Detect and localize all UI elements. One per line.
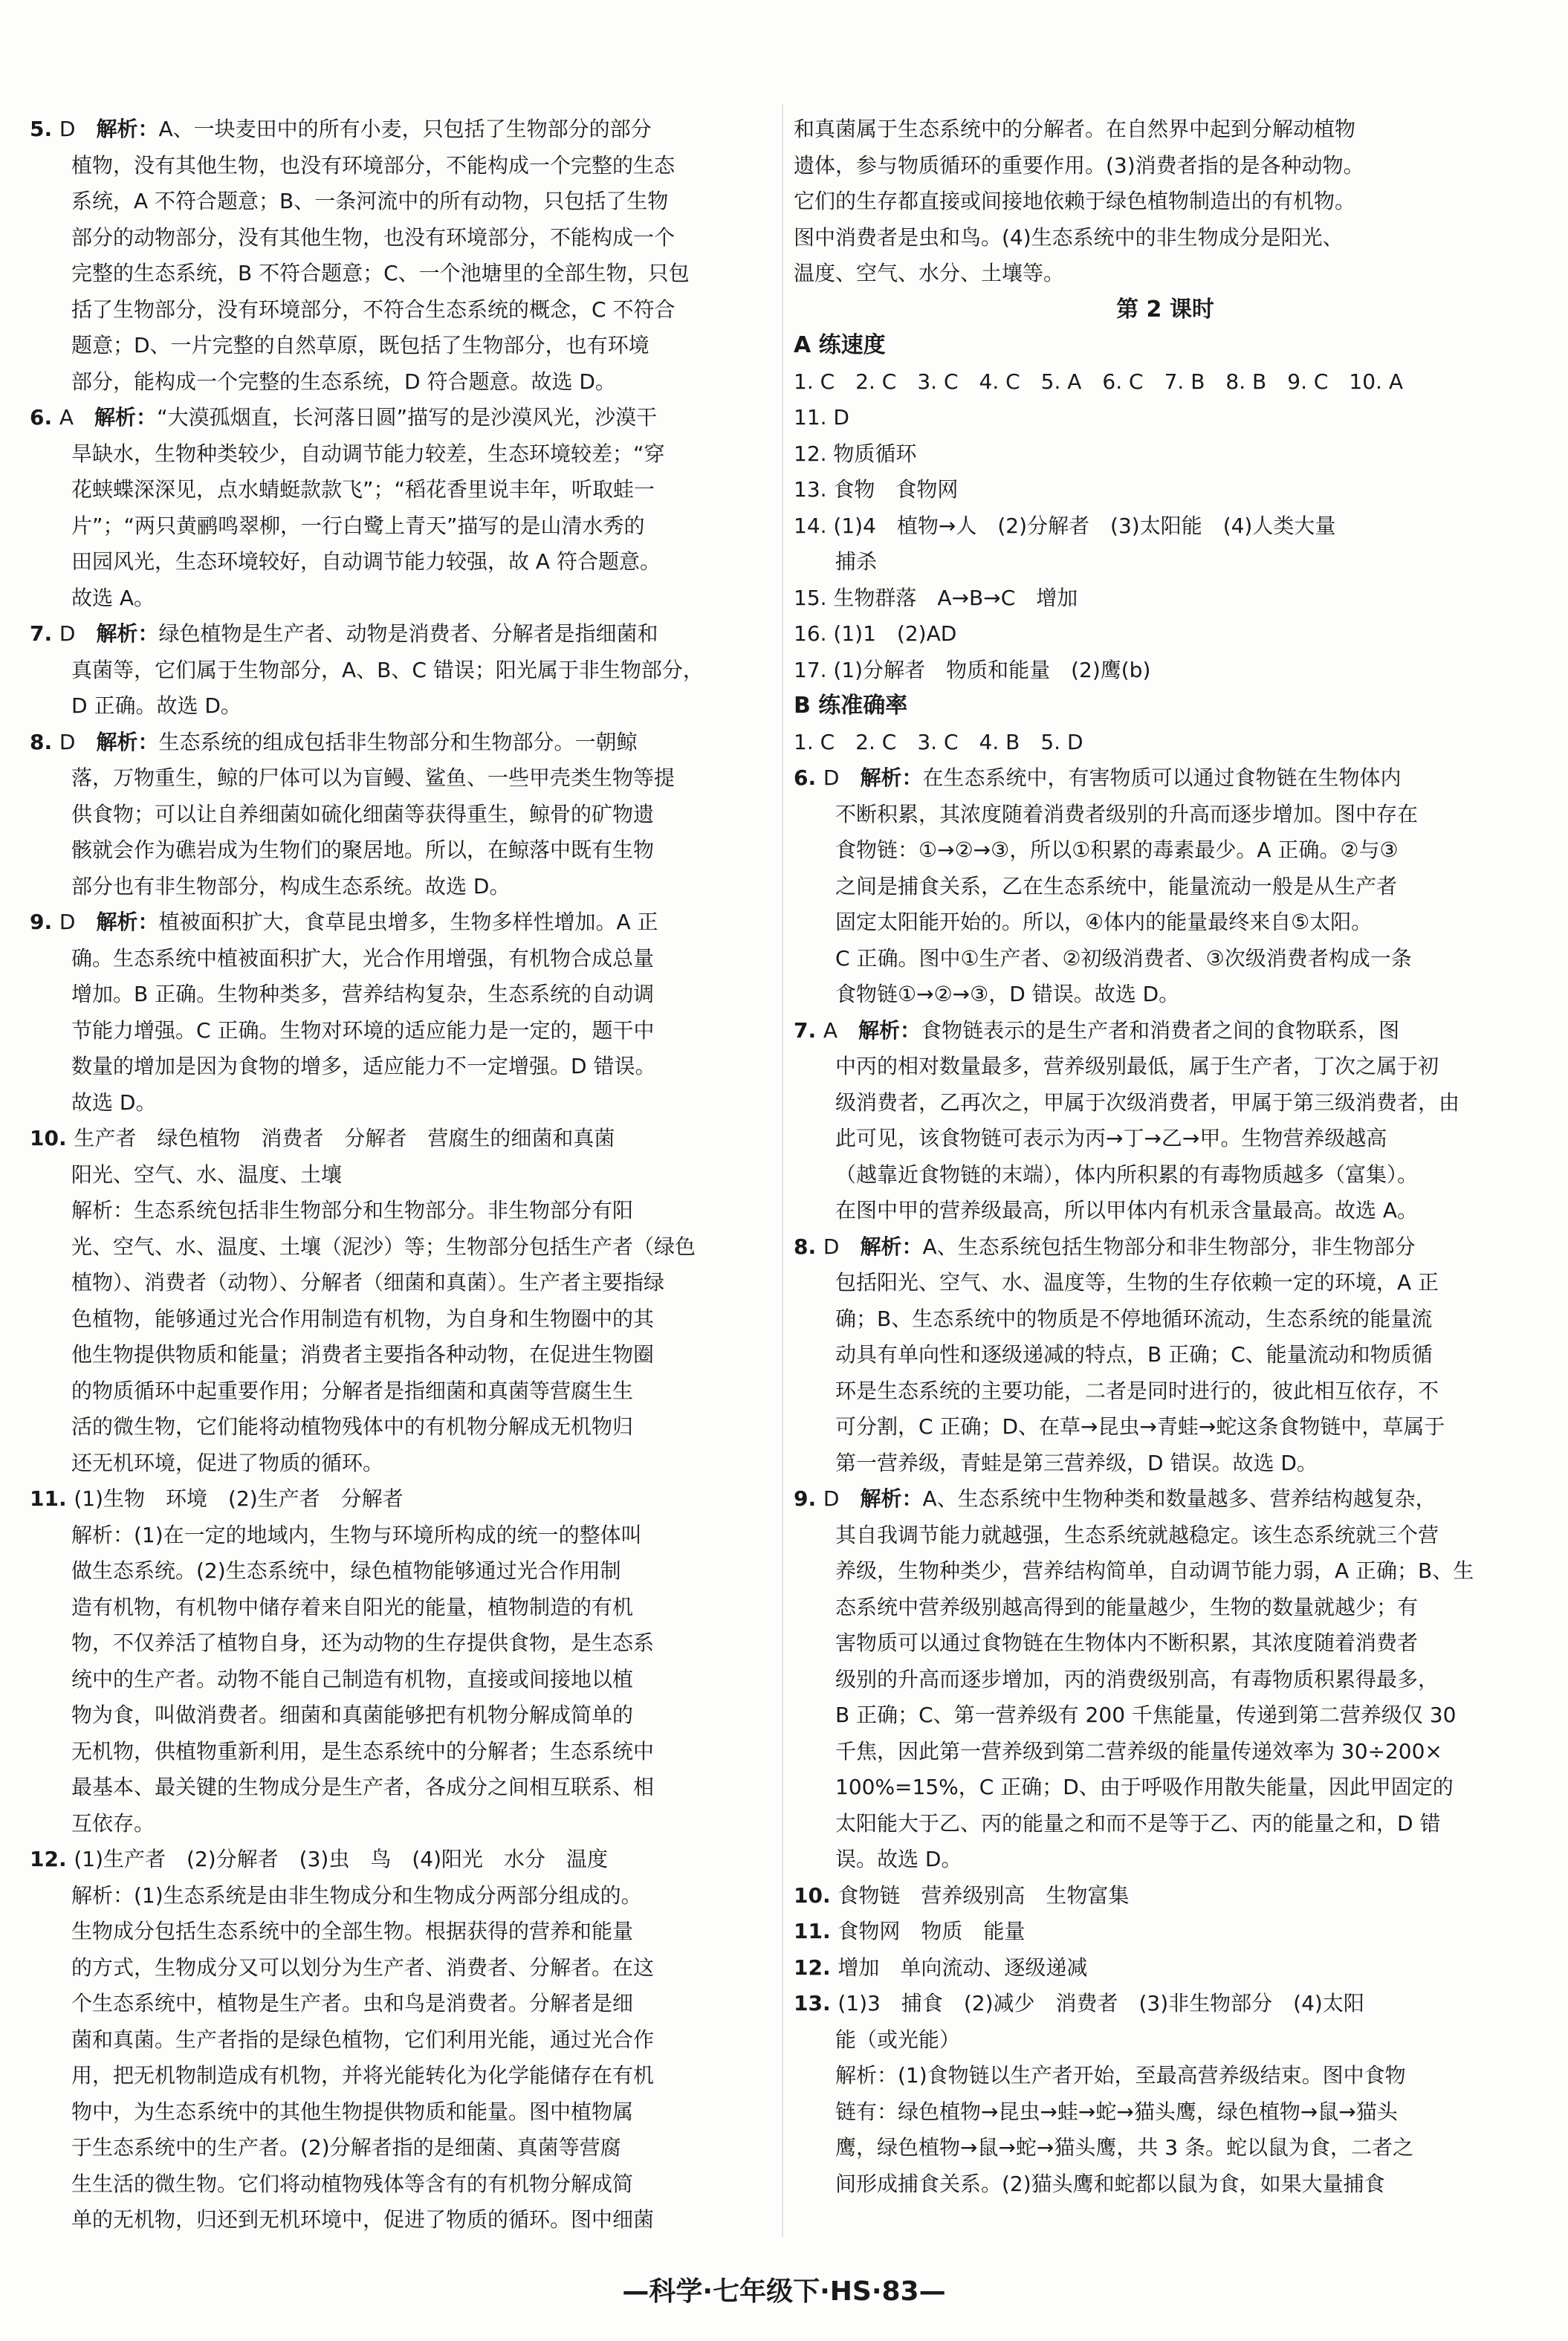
- question-number: 11.: [30, 1486, 74, 1511]
- answer-first-line: [30, 1481, 773, 1518]
- answer-first-line: [30, 1121, 773, 1157]
- answer-entry: [794, 1013, 1537, 1229]
- analysis-line: 的方式，生物成分又可以划分为生产者、消费者、分解者。在这: [71, 1955, 655, 1980]
- analysis-label: 解析：: [96, 729, 159, 754]
- answer-entry: [30, 1842, 773, 2238]
- answer-first-line: [30, 400, 773, 436]
- analysis-line: 图中消费者是虫和鸟。(4)生态系统中的非生物成分是阳光、: [794, 224, 1344, 250]
- analysis-line: 其自我调节能力就越强，生态系统就越稳定。该生态系统就三个营: [835, 1522, 1439, 1547]
- analysis-line: 阳光、空气、水、温度、土壤: [71, 1162, 343, 1187]
- answer-entry: [794, 1950, 1537, 1987]
- analysis-line: 确；B、生态系统中的物质是不停地循环流动，生态系统的能量流: [835, 1306, 1433, 1331]
- question-number: 8.: [30, 729, 59, 754]
- analysis-label: 解析：: [94, 405, 158, 430]
- answer-first-line: [794, 1013, 1537, 1049]
- analysis-line: 故选 A。: [71, 585, 155, 610]
- answer-entry: [794, 1229, 1537, 1482]
- analysis-line: 故选 D。: [71, 1089, 157, 1115]
- analysis-line: 节能力增强。C 正确。生物对环境的适应能力是一定的，题干中: [71, 1017, 655, 1043]
- analysis-line: 单的无机物，归还到无机环境中，促进了物质的循环。图中细菌: [71, 2207, 655, 2232]
- analysis-line: 解析：(1)食物链以生产者开始，至最高营养级结束。图中食物: [835, 2063, 1406, 2088]
- analysis-line: 旱缺水，生物种类较少，自动调节能力较差，生态环境较差；“穿: [71, 441, 665, 466]
- answer-entry: [794, 1914, 1537, 1950]
- section-a-answers: [794, 364, 1537, 689]
- analysis-line: 物，不仅养活了植物自身，还为动物的生存提供食物，是生态系: [71, 1631, 655, 1655]
- answer-value: (1)生物 环境 (2)生产者 分解者: [74, 1486, 404, 1511]
- answer-line: 12. 物质循环: [794, 441, 917, 466]
- answer-line: 15. 生物群落 A→B→C 增加: [794, 585, 1078, 610]
- analysis-line: 养级，生物种类少，营养结构简单，自动调节能力弱，A 正确；B、生: [835, 1558, 1474, 1583]
- answer-first-line: [794, 1229, 1537, 1266]
- answer-line: 11. D: [794, 405, 849, 430]
- answer-value: 增加 单向流动、逐级递减: [838, 1955, 1088, 1980]
- analysis-label: 解析：: [858, 1017, 921, 1043]
- answer-first-line: [794, 1986, 1537, 2022]
- answer-entry: [30, 1121, 773, 1481]
- analysis-line: 中丙的相对数量最多，营养级别最低，属于生产者，丁次之属于初: [835, 1054, 1439, 1078]
- answer-value: D: [59, 729, 76, 754]
- analysis-line: 供食物；可以让自养细菌如硫化细菌等获得重生，鲸骨的矿物遗: [71, 801, 655, 826]
- analysis-line: 级别的升高而逐步增加，丙的消费级别高，有毒物质积累得最多，: [835, 1666, 1439, 1691]
- analysis-text: 生态系统的组成包括非生物部分和生物部分。一朝鲸: [158, 729, 638, 754]
- answer-value: D: [59, 117, 76, 141]
- analysis-text: 植被面积扩大，食草昆虫增多，生物多样性增加。A 正: [158, 910, 658, 934]
- column-divider: [782, 104, 783, 2237]
- analysis-line: （越靠近食物链的末端），体内所积累的有毒物质越多（富集）。: [835, 1162, 1419, 1187]
- answer-first-line: [794, 1481, 1537, 1518]
- analysis-line: 田园风光，生态环境较好，自动调节能力较强，故 A 符合题意。: [71, 549, 661, 574]
- answer-line: 1. C 2. C 3. C 4. C 5. A 6. C 7. B 8. B 9. C 10. A: [794, 369, 1403, 394]
- analysis-line: 温度、空气、水分、土壤等。: [794, 261, 1065, 285]
- analysis-line: 动具有单向性和逐级递减的特点，B 正确；C、能量流动和物质循: [835, 1342, 1433, 1367]
- analysis-line: 系统，A 不符合题意；B、一条河流中的所有动物，只包括了生物: [71, 189, 669, 213]
- analysis-label: 解析：: [96, 117, 159, 141]
- answer-line: 14. (1)4 植物→人 (2)分解者 (3)太阳能 (4)人类大量: [794, 513, 1336, 538]
- analysis-line: 鹰，绿色植物→鼠→蛇→猫头鹰，共 3 条。蛇以鼠为食，二者之: [835, 2135, 1414, 2160]
- analysis-label: 解析：: [860, 765, 923, 790]
- answer-value: 食物链 营养级别高 生物富集: [838, 1882, 1130, 1908]
- left-column: [30, 111, 773, 2238]
- analysis-line: 态系统中营养级别越高得到的能量越少，生物的数量就越少；有: [835, 1594, 1419, 1619]
- analysis-line: 第一营养级，青蛙是第三营养级，D 错误。故选 D。: [835, 1450, 1318, 1475]
- analysis-line: D 正确。故选 D。: [71, 693, 242, 718]
- analysis-line: 括了生物部分，没有环境部分，不符合生态系统的概念，C 不符合: [71, 297, 676, 322]
- analysis-line: 级消费者，乙再次之，甲属于次级消费者，甲属于第三级消费者，由: [835, 1089, 1460, 1115]
- analysis-line: 还无机环境，促进了物质的循环。: [71, 1450, 384, 1475]
- analysis-line: 无机物，供植物重新利用，是生态系统中的分解者；生态系统中: [71, 1738, 655, 1764]
- answer-entry: [30, 616, 773, 725]
- analysis-line: 固定太阳能开始的。所以，④体内的能量最终来自⑤太阳。: [835, 910, 1373, 934]
- analysis-text: “大漠孤烟直，长河落日圆”描写的是沙漠风光，沙漠干: [157, 405, 658, 430]
- answer-value: D: [823, 765, 840, 790]
- analysis-label: 解析：: [860, 1486, 923, 1511]
- question-number: 7.: [794, 1017, 823, 1043]
- analysis-line: C 正确。图中①生产者、②初级消费者、③次级消费者构成一条: [835, 945, 1412, 971]
- analysis-line: B 正确；C、第一营养级有 200 千焦能量，传递到第二营养级仅 30: [835, 1703, 1457, 1727]
- analysis-line: 花蛱蝶深深见，点水蜻蜓款款飞”；“稻花香里说丰年，听取蛙一: [71, 477, 655, 502]
- analysis-line: 生物成分包括生态系统中的全部生物。根据获得的营养和能量: [71, 1919, 634, 1943]
- question-number: 9.: [794, 1486, 823, 1511]
- page-footer: —科学·七年级下·HS·83—: [622, 2276, 946, 2307]
- analysis-line: 在图中甲的营养级最高，所以甲体内有机汞含量最高。故选 A。: [835, 1198, 1419, 1223]
- answer-line: 13. 食物 食物网: [794, 477, 959, 502]
- analysis-line: 环是生态系统的主要功能，二者是同时进行的，彼此相互依存，不: [835, 1378, 1439, 1403]
- analysis-line: 数量的增加是因为食物的增多，适应能力不一定增强。D 错误。: [71, 1054, 656, 1078]
- analysis-line: 它们的生存都直接或间接地依赖于绿色植物制造出的有机物。: [794, 189, 1356, 213]
- question-number: 8.: [794, 1234, 823, 1259]
- analysis-text: A、生态系统包括生物部分和非生物部分，非生物部分: [922, 1234, 1416, 1259]
- section-a-heading: A 练速度: [794, 332, 886, 358]
- analysis-text: A、生态系统中生物种类和数量越多、营养结构越复杂，: [922, 1486, 1436, 1511]
- section-b-answers: [794, 760, 1537, 2202]
- answer-value: D: [823, 1234, 840, 1259]
- analysis-line: 完整的生态系统，B 不符合题意；C、一个池塘里的全部生物，只包: [71, 261, 690, 285]
- analysis-line: 误。故选 D。: [835, 1847, 962, 1871]
- analysis-line: 解析：生态系统包括非生物部分和生物部分。非生物部分有阳: [71, 1198, 634, 1223]
- analysis-line: 部分的动物部分，没有其他生物，也没有环境部分，不能构成一个: [71, 224, 676, 250]
- analysis-line: 包括阳光、空气、水、温度等，生物的生存依赖一定的环境，A 正: [835, 1270, 1439, 1295]
- question-number: 6.: [30, 405, 59, 430]
- analysis-line: 不断积累，其浓度随着消费者级别的升高而逐步增加。图中存在: [835, 801, 1419, 826]
- analysis-line: 部分，能构成一个完整的生态系统，D 符合题意。故选 D。: [71, 369, 616, 394]
- answer-value: D: [59, 910, 76, 934]
- answer-value: 食物网 物质 能量: [838, 1919, 1026, 1943]
- analysis-line: 可分割，C 正确；D、在草→昆虫→青蛙→蛇这条食物链中，草属于: [835, 1414, 1445, 1439]
- answer-line: 捕杀: [794, 549, 878, 574]
- continued-analysis: [794, 111, 1537, 292]
- answer-value: (1)生产者 (2)分解者 (3)虫 鸟 (4)阳光 水分 温度: [74, 1847, 609, 1871]
- answer-first-line: [30, 904, 773, 941]
- analysis-text: A、一块麦田中的所有小麦，只包括了生物部分的部分: [158, 117, 652, 141]
- analysis-line: 物中，为生态系统中的其他生物提供物质和能量。图中植物属: [71, 2099, 634, 2124]
- answer-first-line: [30, 111, 773, 148]
- analysis-line: 用，把无机物制造成有机物，并将光能转化为化学能储存在有机: [71, 2063, 655, 2088]
- analysis-line: 植物，没有其他生物，也没有环境部分，不能构成一个完整的生态: [71, 152, 676, 178]
- analysis-label: 解析：: [96, 910, 159, 934]
- right-column: [794, 111, 1537, 2202]
- answer-first-line: [30, 616, 773, 653]
- analysis-line: 遗体，参与物质循环的重要作用。(3)消费者指的是各种动物。: [794, 152, 1364, 178]
- analysis-line: 部分也有非生物部分，构成生态系统。故选 D。: [71, 873, 511, 898]
- analysis-line: 食物链①→②→③，D 错误。故选 D。: [835, 982, 1180, 1006]
- analysis-line: 统中的生产者。动物不能自己制造有机物，直接或间接地以植: [71, 1666, 634, 1691]
- answer-entry: [30, 904, 773, 1121]
- answer-value: (1)3 捕食 (2)减少 消费者 (3)非生物部分 (4)太阳: [838, 1991, 1364, 2015]
- question-number: 12.: [794, 1955, 838, 1980]
- analysis-line: 解析：(1)在一定的地域内，生物与环境所构成的统一的整体叫: [71, 1522, 642, 1547]
- analysis-line: 个生态系统中，植物是生产者。虫和鸟是消费者。分解者是细: [71, 1991, 634, 2015]
- answer-entry: [794, 760, 1537, 1013]
- analysis-line: 间形成捕食关系。(2)猫头鹰和蛇都以鼠为食，如果大量捕食: [835, 2171, 1385, 2196]
- question-number: 11.: [794, 1919, 838, 1943]
- analysis-text: 食物链表示的是生产者和消费者之间的食物联系，图: [921, 1017, 1400, 1043]
- analysis-line: 他生物提供物质和能量；消费者主要指各种动物，在促进生物圈: [71, 1342, 655, 1367]
- analysis-text: 在生态系统中，有害物质可以通过食物链在生物体内: [922, 765, 1402, 790]
- answer-entry: [30, 400, 773, 616]
- question-number: 12.: [30, 1847, 74, 1871]
- question-number: 6.: [794, 765, 823, 790]
- answer-first-line: [794, 760, 1537, 797]
- answer-entry: [794, 1986, 1537, 2202]
- analysis-line: 植物）、消费者（动物）、分解者（细菌和真菌）。生产者主要指绿: [71, 1270, 665, 1295]
- answer-first-line: [794, 1914, 1537, 1950]
- analysis-line: 互依存。: [71, 1810, 155, 1836]
- analysis-line: 千焦，因此第一营养级到第二营养级的能量传递效率为 30÷200×: [835, 1738, 1442, 1764]
- analysis-line: 害物质可以通过食物链在生物体内不断积累，其浓度随着消费者: [835, 1631, 1419, 1655]
- question-number: 10.: [30, 1126, 74, 1150]
- analysis-line: 光、空气、水、温度、土壤（泥沙）等；生物部分包括生产者（绿色: [71, 1234, 696, 1259]
- answer-value: D: [823, 1486, 840, 1511]
- analysis-label: 解析：: [96, 621, 159, 646]
- analysis-line: 食物链：①→②→③，所以①积累的毒素最少。A 正确。②与③: [835, 838, 1399, 862]
- analysis-line: 100%=15%，C 正确；D、由于呼吸作用散失能量，因此甲固定的: [835, 1775, 1454, 1799]
- analysis-line: 题意；D、一片完整的自然草原，既包括了生物部分，也有环境: [71, 333, 649, 357]
- analysis-line: 造有机物，有机物中储存着来自阳光的能量，植物制造的有机: [71, 1594, 634, 1619]
- question-number: 7.: [30, 621, 59, 646]
- analysis-line: 之间是捕食关系，乙在生态系统中，能量流动一般是从生产者: [835, 873, 1398, 898]
- analysis-line: 骸就会作为礁岩成为生物们的聚居地。所以，在鲸落中既有生物: [71, 838, 655, 862]
- answer-value: A: [823, 1017, 838, 1043]
- question-number: 9.: [30, 910, 59, 934]
- analysis-text: 绿色植物是生产者、动物是消费者、分解者是指细菌和: [158, 621, 658, 646]
- answer-entry: [30, 725, 773, 905]
- analysis-line: 最基本、最关键的生物成分是生产者，各成分之间相互联系、相: [71, 1775, 655, 1799]
- answer-line: 17. (1)分解者 物质和能量 (2)鹰(b): [794, 657, 1151, 682]
- analysis-line: 于生态系统中的生产者。(2)分解者指的是细菌、真菌等营腐: [71, 2135, 621, 2160]
- section-b-choice-answers: 1. C 2. C 3. C 4. B 5. D: [794, 729, 1083, 754]
- answer-entry: [794, 1481, 1537, 1878]
- analysis-line: 确。生态系统中植被面积扩大，光合作用增强，有机物合成总量: [71, 945, 655, 971]
- analysis-line: 物为食，叫做消费者。细菌和真菌能够把有机物分解成简单的: [71, 1703, 634, 1727]
- answer-entry: [794, 1878, 1537, 1914]
- analysis-line: 链有：绿色植物→昆虫→蛙→蛇→猫头鹰，绿色植物→鼠→猫头: [835, 2099, 1398, 2124]
- analysis-line: 和真菌属于生态系统中的分解者。在自然界中起到分解动植物: [794, 117, 1356, 141]
- analysis-line: 活的微生物，它们能将动植物残体中的有机物分解成无机物归: [71, 1414, 634, 1439]
- section-b-heading: B 练准确率: [794, 693, 908, 719]
- analysis-line: 增加。B 正确。生物种类多，营养结构复杂，生态系统的自动调: [71, 982, 655, 1006]
- answer-value: D: [59, 621, 76, 646]
- answer-line: 16. (1)1 (2)AD: [794, 621, 957, 646]
- analysis-line: 生生活的微生物。它们将动植物残体等含有的有机物分解成简: [71, 2171, 634, 2196]
- answer-first-line: [794, 1878, 1537, 1914]
- analysis-line: 做生态系统。(2)生态系统中，绿色植物能够通过光合作用制: [71, 1558, 621, 1583]
- question-number: 13.: [794, 1991, 838, 2015]
- analysis-line: 的物质循环中起重要作用；分解者是指细菌和真菌等营腐生生: [71, 1378, 634, 1403]
- answer-value: 生产者 绿色植物 消费者 分解者 营腐生的细菌和真菌: [74, 1126, 615, 1150]
- answer-first-line: [30, 1842, 773, 1878]
- analysis-line: 太阳能大于乙、丙的能量之和而不是等于乙、丙的能量之和，D 错: [835, 1810, 1441, 1836]
- analysis-label: 解析：: [860, 1234, 923, 1259]
- answer-first-line: [794, 1950, 1537, 1987]
- answer-first-line: [30, 725, 773, 761]
- analysis-line: 真菌等，它们属于生物部分，A、B、C 错误；阳光属于非生物部分，: [71, 657, 704, 682]
- question-number: 5.: [30, 117, 59, 141]
- question-number: 10.: [794, 1882, 838, 1908]
- analysis-line: 片”；“两只黄鹂鸣翠柳，一行白鹭上青天”描写的是山清水秀的: [71, 513, 645, 538]
- answer-value: A: [59, 405, 74, 430]
- lesson-title: 第 2 课时: [1116, 296, 1214, 323]
- analysis-line: 能（或光能）: [835, 2027, 961, 2052]
- analysis-line: 落，万物重生，鲸的尸体可以为盲鳗、鲨鱼、一些甲壳类生物等提: [71, 765, 676, 790]
- analysis-line: 菌和真菌。生产者指的是绿色植物，它们利用光能，通过光合作: [71, 2027, 655, 2052]
- answer-entry: [30, 111, 773, 400]
- analysis-line: 色植物，能够通过光合作用制造有机物，为自身和生物圈中的其: [71, 1306, 655, 1331]
- analysis-line: 解析：(1)生态系统是由非生物成分和生物成分两部分组成的。: [71, 1882, 642, 1908]
- analysis-line: 此可见，该食物链可表示为丙→丁→乙→甲。生物营养级越高: [835, 1126, 1387, 1150]
- answer-entry: [30, 1481, 773, 1842]
